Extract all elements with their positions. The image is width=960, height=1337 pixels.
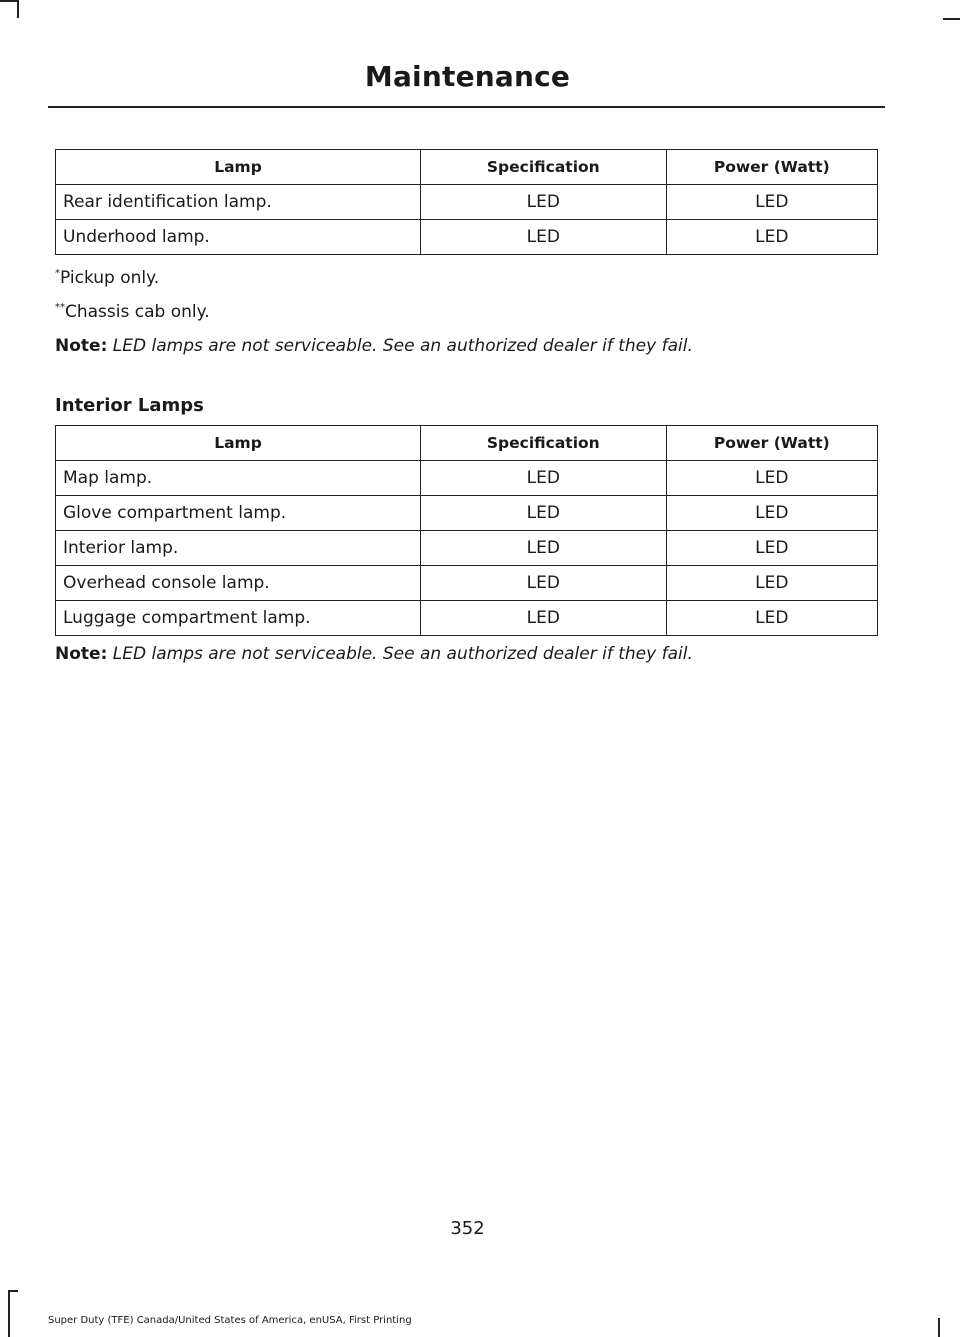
note-label: Note: bbox=[55, 336, 108, 356]
lamp-cell: Underhood lamp. bbox=[56, 220, 421, 255]
lamp-cell: Rear identification lamp. bbox=[56, 185, 421, 220]
crop-mark-bottom-left bbox=[8, 1290, 10, 1337]
crop-mark-top-left bbox=[0, 0, 18, 2]
crop-mark-bottom-right bbox=[938, 1318, 940, 1337]
note-label: Note: bbox=[55, 644, 108, 664]
power-cell: LED bbox=[666, 601, 877, 636]
footnote-text: Chassis cab only. bbox=[65, 302, 210, 322]
footnote-mark: * bbox=[55, 268, 60, 279]
power-cell: LED bbox=[666, 566, 877, 601]
column-header-specification: Specification bbox=[421, 150, 667, 185]
power-cell: LED bbox=[666, 461, 877, 496]
specification-cell: LED bbox=[421, 220, 667, 255]
specification-cell: LED bbox=[421, 496, 667, 531]
table-row bbox=[56, 496, 878, 531]
specification-cell: LED bbox=[421, 531, 667, 566]
note-text: LED lamps are not serviceable. See an authorized dealer if they fail. bbox=[112, 336, 693, 356]
power-cell: LED bbox=[666, 531, 877, 566]
power-cell: LED bbox=[666, 185, 877, 220]
lamp-cell: Interior lamp. bbox=[56, 531, 421, 566]
footnote-text: Pickup only. bbox=[60, 268, 160, 288]
footnote-mark: ** bbox=[55, 302, 65, 313]
crop-mark-top-right bbox=[943, 18, 960, 20]
lamp-cell: Overhead console lamp. bbox=[56, 566, 421, 601]
column-header-specification: Specification bbox=[421, 426, 667, 461]
header-rule bbox=[48, 106, 885, 108]
lamp-cell: Map lamp. bbox=[56, 461, 421, 496]
page-number: 352 bbox=[450, 1218, 485, 1239]
exterior-lamps-table bbox=[55, 149, 878, 255]
table-row bbox=[56, 531, 878, 566]
power-cell: LED bbox=[666, 220, 877, 255]
note-paragraph bbox=[55, 644, 693, 664]
specification-cell: LED bbox=[421, 461, 667, 496]
lamp-cell: Glove compartment lamp. bbox=[56, 496, 421, 531]
crop-mark-top-left bbox=[17, 0, 19, 18]
lamp-cell: Luggage compartment lamp. bbox=[56, 601, 421, 636]
table-header-row bbox=[56, 150, 878, 185]
table-row bbox=[56, 220, 878, 255]
table-row bbox=[56, 461, 878, 496]
note-paragraph bbox=[55, 336, 693, 356]
column-header-power: Power (Watt) bbox=[666, 150, 877, 185]
interior-lamps-table bbox=[55, 425, 878, 636]
specification-cell: LED bbox=[421, 185, 667, 220]
table-row bbox=[56, 566, 878, 601]
column-header-lamp: Lamp bbox=[56, 150, 421, 185]
note-text: LED lamps are not serviceable. See an authorized dealer if they fail. bbox=[112, 644, 693, 664]
page-title: Maintenance bbox=[364, 60, 571, 93]
footnote-chassis-cab bbox=[55, 302, 210, 322]
footnote-pickup bbox=[55, 268, 159, 288]
footer-edition-text: Super Duty (TFE) Canada/United States of America, enUSA, First Printing bbox=[48, 1315, 412, 1326]
table-row bbox=[56, 601, 878, 636]
column-header-power: Power (Watt) bbox=[666, 426, 877, 461]
specification-cell: LED bbox=[421, 566, 667, 601]
section-title-interior-lamps: Interior Lamps bbox=[55, 395, 204, 416]
power-cell: LED bbox=[666, 496, 877, 531]
crop-mark-bottom-left bbox=[8, 1290, 18, 1292]
specification-cell: LED bbox=[421, 601, 667, 636]
table-row bbox=[56, 185, 878, 220]
column-header-lamp: Lamp bbox=[56, 426, 421, 461]
table-header-row bbox=[56, 426, 878, 461]
